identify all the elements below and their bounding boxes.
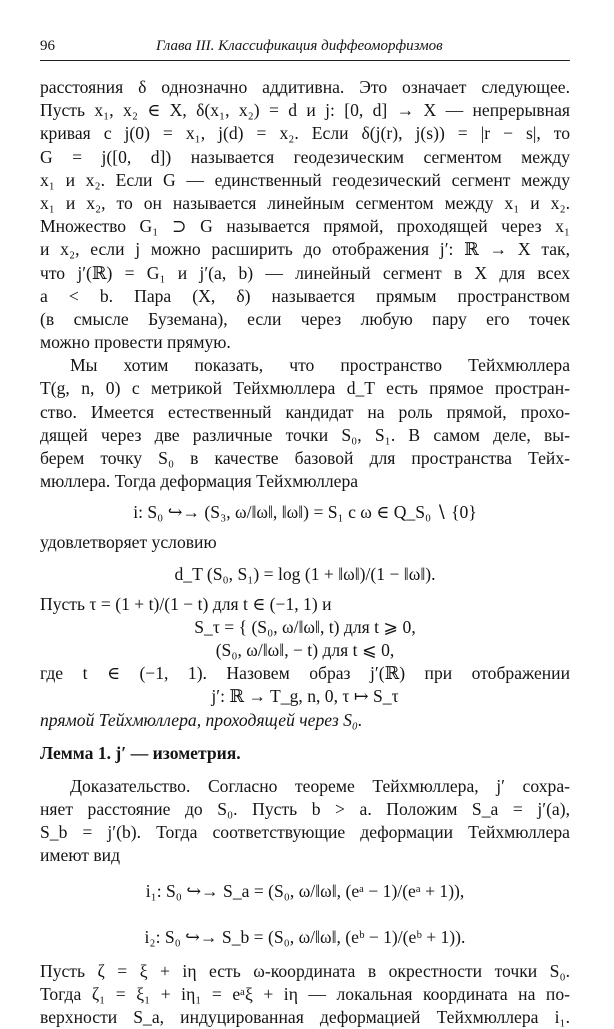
text-line: G = j([0, d]) называется геодезическим сегментом между [40, 146, 570, 167]
running-title: Глава III. Классификация диффеоморфизмов [156, 38, 443, 54]
text-line: a < b. Пара (X, δ) называется прямым пространством [40, 285, 570, 306]
text-line: удовлетворяет условию [40, 532, 217, 553]
paragraph-start-line: Мы хотим показать, что пространство Тейхмюллера [70, 355, 570, 376]
display-formula: i₁: S₀ ↪→ S_a = (S₀, ω/‖ω‖, (eᵃ − 1)/(eᵃ + 1)), [145, 880, 465, 901]
text-line: няет расстояние до S₀. Пусть b > a. Положим S_a = j′(a), [40, 799, 570, 820]
display-formula-case: (S₀, ω/‖ω‖, − t) для t ⩽ 0, [215, 639, 395, 660]
display-formula: d_T (S₀, S₁) = log (1 + ‖ω‖)/(1 − ‖ω‖). [174, 563, 436, 584]
text-line: T(g, n, 0) с метрикой Тейхмюллера d_T есть прямое простран- [40, 378, 570, 399]
text-line: расстояния δ однозначно аддитивна. Это означает следующее. [40, 77, 570, 97]
text-line: (в смысле Буземана), если через любую пару его точек [40, 308, 570, 329]
page-number: 96 [40, 38, 55, 54]
text-line: дящей через две различные точки S₀, S₁. В самом деле, вы- [40, 424, 570, 445]
paragraph-start-line: Доказательство. Согласно теореме Тейхмюллера, j′ сохра- [70, 775, 570, 796]
display-formula: i: S₀ ↪→ (S₃, ω/‖ω‖, ‖ω‖) = S₁ с ω ∈ Q_S₀ ∖ {0} [133, 502, 477, 523]
text-line: Множество G₁ ⊃ G называется прямой, проходящей через x₁ [40, 216, 570, 237]
text-line: Пусть τ = (1 + t)/(1 − t) для t ∈ (−1, 1) и [40, 593, 332, 614]
display-formula-case: S_τ = { (S₀, ω/‖ω‖, t) для t ⩾ 0, [194, 616, 416, 637]
page-header [40, 38, 570, 61]
page-body [40, 76, 570, 1029]
text-line: кривая с j(0) = x₁, j(d) = x₂. Если δ(j(r), j(s)) = |r − s|, то [40, 123, 570, 144]
display-formula: i₂: S₀ ↪→ S_b = (S₀, ω/‖ω‖, (eᵇ − 1)/(eᵇ + 1)). [144, 926, 466, 947]
text-line: верхности S_a, индуцированная деформацией Тейхмюллера i₁. [40, 1007, 570, 1027]
text-line: x₁ и x₂, то он называется линейным сегментом между x₁ и x₂. [40, 192, 570, 213]
display-formula: j′: ℝ → T_g, n, 0, τ ↦ S_τ [211, 686, 399, 707]
lemma-heading: Лемма 1. j′ — изометрия. [40, 742, 241, 763]
text-line: x₁ и x₂. Если G — единственный геодезический сегмент между [40, 169, 570, 190]
text-line: берем точку S₀ в качестве базовой для пространства Тейх- [40, 448, 570, 468]
text-line: можно провести прямую. [40, 332, 231, 353]
text-line: мюллера. Тогда деформация Тейхмюллера [40, 471, 359, 492]
text-line: где t ∈ (−1, 1). Назовем образ j′(ℝ) при отображении [40, 663, 570, 684]
text-line: S_b = j′(b). Тогда соответствующие деформации Тейхмюллера [40, 822, 570, 843]
text-line: прямой Тейхмюллера, проходящей через S₀. [40, 709, 363, 730]
text-line: имеют вид [40, 845, 121, 866]
text-line: Тогда ζ₁ = ξ₁ + iη₁ = eᵃξ + iη — локальная координата на по- [40, 983, 570, 1004]
text-line: что j′(ℝ) = G₁ и j′(a, b) — линейный сегмент в X для всех [40, 262, 570, 283]
text-line: Пусть x₁, x₂ ∈ X, δ(x₁, x₂) = d и j: [0, d] → X — непрерывная [40, 100, 570, 121]
text-line: ство. Имеется естественный кандидат на роль прямой, прохо- [40, 401, 570, 422]
text-line: Пусть ζ = ξ + iη есть ω-координата в окрестности точки S₀. [40, 960, 570, 981]
text-line: и x₂, если j можно расширить до отображения j′: ℝ → X так, [40, 239, 570, 260]
